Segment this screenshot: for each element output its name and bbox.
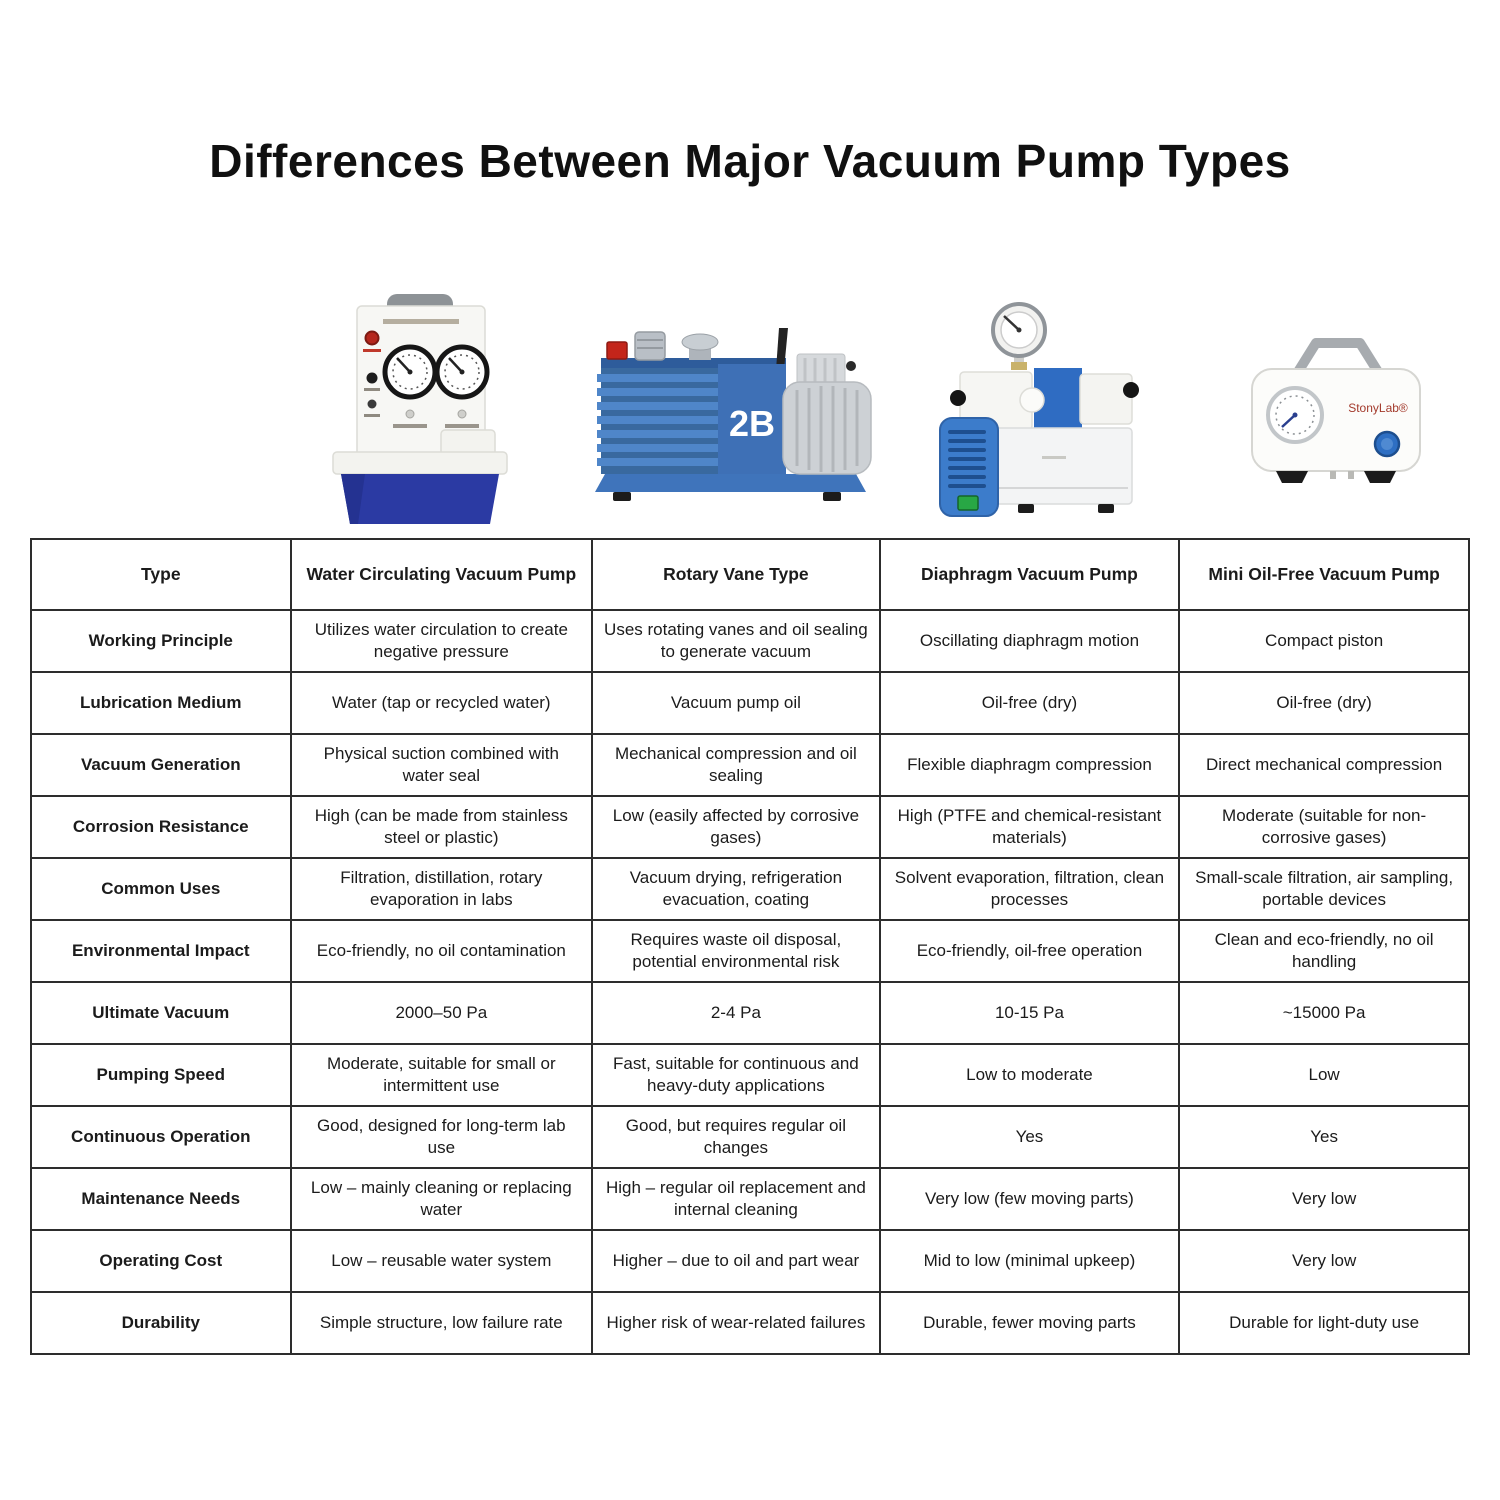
table-cell: Very low xyxy=(1179,1168,1469,1230)
table-row xyxy=(31,1106,1469,1168)
header-row xyxy=(31,539,1469,610)
table-cell: Oscillating diaphragm motion xyxy=(880,610,1180,672)
table-cell: Mechanical compression and oil sealing xyxy=(592,734,880,796)
row-label: Vacuum Generation xyxy=(31,734,291,796)
water-circulating-pump-icon xyxy=(325,292,515,526)
table-cell: Low to moderate xyxy=(880,1044,1180,1106)
table-cell: Fast, suitable for continuous and heavy-duty applications xyxy=(592,1044,880,1106)
row-label: Maintenance Needs xyxy=(31,1168,291,1230)
table-row xyxy=(31,1044,1469,1106)
column-header: Mini Oil-Free Vacuum Pump xyxy=(1179,539,1469,610)
pressure-gauge-right-icon xyxy=(437,347,487,397)
finned-pump-block xyxy=(597,368,722,474)
table-cell: Filtration, distillation, rotary evaporation in labs xyxy=(291,858,593,920)
table-cell: Moderate (suitable for non-corrosive gases) xyxy=(1179,796,1469,858)
pressure-gauge-left-icon xyxy=(385,347,435,397)
table-cell: Clean and eco-friendly, no oil handling xyxy=(1179,920,1469,982)
table-cell: Low – reusable water system xyxy=(291,1230,593,1292)
column-header: Type xyxy=(31,539,291,610)
panel-screw xyxy=(458,410,466,418)
table-cell: Low xyxy=(1179,1044,1469,1106)
table-cell: Yes xyxy=(1179,1106,1469,1168)
small-knob xyxy=(368,400,377,409)
row-label: Operating Cost xyxy=(31,1230,291,1292)
table-cell: Good, but requires regular oil changes xyxy=(592,1106,880,1168)
water-tank xyxy=(341,474,499,524)
table-row xyxy=(31,734,1469,796)
panel-label xyxy=(383,319,459,324)
table-cell: Eco-friendly, no oil contamination xyxy=(291,920,593,982)
power-indicator-light xyxy=(366,332,379,345)
table-header xyxy=(31,539,1469,610)
row-label: Corrosion Resistance xyxy=(31,796,291,858)
table-row xyxy=(31,610,1469,672)
foot xyxy=(1098,504,1114,513)
table-cell: Durable, fewer moving parts xyxy=(880,1292,1180,1354)
table-cell: Vacuum drying, refrigeration evacuation, coating xyxy=(592,858,880,920)
fitting xyxy=(1020,388,1044,412)
table-cell: ~15000 Pa xyxy=(1179,982,1469,1044)
mini-oil-free-pump-icon xyxy=(1238,333,1433,485)
motor xyxy=(783,354,871,474)
drain-peg xyxy=(1330,471,1336,479)
table-cell: Solvent evaporation, filtration, clean processes xyxy=(880,858,1180,920)
brand-label: StonyLab® xyxy=(1348,401,1408,415)
power-button-center xyxy=(1381,438,1393,450)
table-cell: Very low xyxy=(1179,1230,1469,1292)
row-label: Lubrication Medium xyxy=(31,672,291,734)
rotary-vane-pump-icon xyxy=(583,322,878,504)
table-cell: Physical suction combined with water seal xyxy=(291,734,593,796)
inlet-flange xyxy=(635,332,665,360)
table-cell: Higher – due to oil and part wear xyxy=(592,1230,880,1292)
diaphragm-pump-image xyxy=(922,298,1142,522)
base-plate xyxy=(595,474,866,492)
row-label: Ultimate Vacuum xyxy=(31,982,291,1044)
rotary-vane-pump-image xyxy=(583,322,878,504)
table-cell: High (PTFE and chemical-resistant materials) xyxy=(880,796,1180,858)
table-cell: Yes xyxy=(880,1106,1180,1168)
table-cell: Eco-friendly, oil-free operation xyxy=(880,920,1180,982)
table-cell: Direct mechanical compression xyxy=(1179,734,1469,796)
table-cell: Mid to low (minimal upkeep) xyxy=(880,1230,1180,1292)
row-label: Durability xyxy=(31,1292,291,1354)
foot xyxy=(1018,504,1034,513)
table-row xyxy=(31,1230,1469,1292)
table-body xyxy=(31,610,1469,1354)
table-cell: Vacuum pump oil xyxy=(592,672,880,734)
table-cell: 2-4 Pa xyxy=(592,982,880,1044)
column-header: Diaphragm Vacuum Pump xyxy=(880,539,1180,610)
table-cell: Compact piston xyxy=(1179,610,1469,672)
drain-peg xyxy=(1348,471,1354,479)
cap-top xyxy=(682,334,718,350)
indicator-label xyxy=(363,349,381,352)
page-title: Differences Between Major Vacuum Pump Types xyxy=(209,135,1291,187)
row-label: Environmental Impact xyxy=(31,920,291,982)
tank-collar xyxy=(333,452,507,474)
table-row xyxy=(31,1292,1469,1354)
table-cell: 10-15 Pa xyxy=(880,982,1180,1044)
port-label xyxy=(445,424,479,428)
body-label xyxy=(1042,456,1066,459)
table-cell: High (can be made from stainless steel or plastic) xyxy=(291,796,593,858)
table-cell: Flexible diaphragm compression xyxy=(880,734,1180,796)
table-cell: Oil-free (dry) xyxy=(1179,672,1469,734)
suction-foot xyxy=(1276,471,1308,483)
table-cell: Low – mainly cleaning or replacing water xyxy=(291,1168,593,1230)
table-cell: Utilizes water circulation to create negative pressure xyxy=(291,610,593,672)
small-knob-label xyxy=(364,414,380,417)
diaphragm-pump-icon xyxy=(922,298,1142,522)
table-row xyxy=(31,858,1469,920)
table-cell: Water (tap or recycled water) xyxy=(291,672,593,734)
table-cell: Low (easily affected by corrosive gases) xyxy=(592,796,880,858)
table-cell: Moderate, suitable for small or intermittent use xyxy=(291,1044,593,1106)
table-cell: Simple structure, low failure rate xyxy=(291,1292,593,1354)
power-switch xyxy=(958,496,978,510)
handle-bar xyxy=(776,328,788,370)
table-cell: Uses rotating vanes and oil sealing to generate vacuum xyxy=(592,610,880,672)
table-row xyxy=(31,982,1469,1044)
table-row xyxy=(31,672,1469,734)
panel-screw xyxy=(406,410,414,418)
control-knob xyxy=(367,373,378,384)
model-badge: 2B xyxy=(728,403,776,444)
red-switch xyxy=(607,342,627,359)
water-circulating-pump-image xyxy=(325,292,515,526)
table-cell: Very low (few moving parts) xyxy=(880,1168,1180,1230)
table-cell: Durable for light-duty use xyxy=(1179,1292,1469,1354)
comparison-table xyxy=(30,538,1470,1355)
left-port-knob xyxy=(950,390,966,406)
table-row xyxy=(31,796,1469,858)
table-row xyxy=(31,920,1469,982)
right-pump-head xyxy=(1080,374,1132,424)
mini-oil-free-pump-image xyxy=(1238,333,1433,485)
row-label: Continuous Operation xyxy=(31,1106,291,1168)
right-port-knob xyxy=(1123,382,1139,398)
table-cell: High – regular oil replacement and internal cleaning xyxy=(592,1168,880,1230)
foot xyxy=(613,492,631,501)
suction-foot xyxy=(1364,471,1396,483)
table-cell: Higher risk of wear-related failures xyxy=(592,1292,880,1354)
knob-label xyxy=(364,388,380,391)
pressure-gauge-icon xyxy=(993,304,1045,370)
row-label: Common Uses xyxy=(31,858,291,920)
table-cell: Requires waste oil disposal, potential environmental risk xyxy=(592,920,880,982)
table-row xyxy=(31,1168,1469,1230)
column-header: Water Circulating Vacuum Pump xyxy=(291,539,593,610)
column-header: Rotary Vane Type xyxy=(592,539,880,610)
table-cell: Oil-free (dry) xyxy=(880,672,1180,734)
table-cell: Good, designed for long-term lab use xyxy=(291,1106,593,1168)
foot xyxy=(823,492,841,501)
table-cell: 2000–50 Pa xyxy=(291,982,593,1044)
row-label: Pumping Speed xyxy=(31,1044,291,1106)
pressure-gauge-icon xyxy=(1268,388,1322,442)
table-cell: Small-scale filtration, air sampling, portable devices xyxy=(1179,858,1469,920)
port-label xyxy=(393,424,427,428)
row-label: Working Principle xyxy=(31,610,291,672)
